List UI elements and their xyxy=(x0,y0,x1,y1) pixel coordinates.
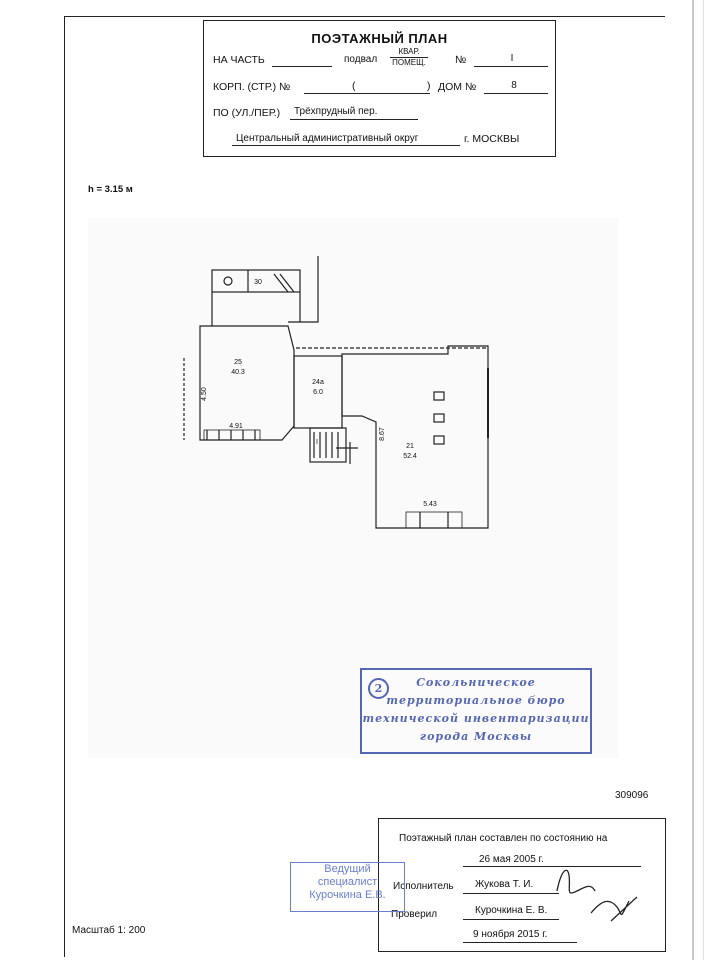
stamp-line: территориальное бюро xyxy=(386,694,566,707)
kvar-bottom: ПОМЕЩ. xyxy=(392,58,426,67)
state-date: 26 мая 2005 г. xyxy=(479,854,544,865)
underline xyxy=(463,942,577,943)
signature xyxy=(551,861,641,931)
stamp-line: Сокольническое xyxy=(416,676,536,689)
underline xyxy=(474,66,548,67)
toilet-icon xyxy=(224,277,232,285)
kvar-stack xyxy=(390,47,428,68)
specialist-stamp-line: специалист xyxy=(317,876,378,888)
checked-name: Курочкина Е. В. xyxy=(475,905,548,916)
header-box xyxy=(203,20,556,157)
part-value: подвал xyxy=(344,54,378,65)
dim-room21-height: 8.67 xyxy=(379,427,386,441)
underline xyxy=(484,93,548,94)
page-edge xyxy=(692,0,694,960)
room-21-id: 21 xyxy=(406,443,414,450)
height-note: h = 3.15 м xyxy=(88,184,133,195)
room-25-area: 40.3 xyxy=(231,369,245,376)
stamp-line: города Москвы xyxy=(419,730,533,743)
room-21-area: 52.4 xyxy=(403,453,417,460)
executor-label: Исполнитель xyxy=(393,881,454,892)
document-number: 309096 xyxy=(615,790,649,801)
scale-note: Масштаб 1: 200 xyxy=(72,925,146,936)
room-24a-id: 24а xyxy=(312,379,324,386)
plan-title: ПОЭТАЖНЫЙ ПЛАН xyxy=(311,31,448,46)
specialist-stamp-line: Курочкина Е.В. xyxy=(309,889,386,901)
underline xyxy=(290,119,418,120)
room-30-id: 30 xyxy=(254,279,262,286)
stamp-circle: 2 xyxy=(368,678,389,699)
stair-mark: I xyxy=(316,439,318,446)
dim-room25-height: 4.50 xyxy=(201,387,208,401)
number-sign: № xyxy=(455,54,467,66)
dim-room21-width: 5.43 xyxy=(423,501,437,508)
specialist-stamp xyxy=(290,862,405,912)
bti-stamp xyxy=(360,668,592,754)
number-value: I xyxy=(510,53,514,64)
checked-date: 9 ноября 2015 г. xyxy=(473,929,548,940)
underline xyxy=(463,893,559,894)
room-21-outline xyxy=(342,346,488,528)
underline xyxy=(272,66,332,67)
state-line: Поэтажный план составлен по состоянию на xyxy=(399,833,608,844)
street-value: Трёхпрудный пер. xyxy=(294,106,378,117)
signature-block xyxy=(378,818,666,952)
city: г. МОСКВЫ xyxy=(464,133,520,145)
house-value: 8 xyxy=(511,80,517,91)
room-24a-area: 6.0 xyxy=(313,389,323,396)
specialist-stamp-line: Ведущий xyxy=(324,863,371,875)
underline xyxy=(463,919,559,920)
kvar-top: КВАР. xyxy=(390,47,428,58)
page-edge xyxy=(703,0,704,960)
stamp-line: технической инвентаризации xyxy=(362,712,590,725)
korp-paren-open: ( xyxy=(352,80,356,92)
executor-name: Жукова Т. И. xyxy=(475,879,534,890)
street-label: ПО (УЛ./ПЕР.) xyxy=(213,107,281,119)
checked-label: Проверил xyxy=(391,909,438,920)
underline xyxy=(304,93,430,94)
korp-paren-close: ) xyxy=(427,80,431,92)
room-25-id: 25 xyxy=(234,359,242,366)
district: Центральный административный округ xyxy=(236,133,419,144)
part-label: НА ЧАСТЬ xyxy=(213,54,265,66)
korp-label: КОРП. (СТР.) № xyxy=(213,81,291,93)
underline xyxy=(232,145,460,146)
dim-room25-width: 4.91 xyxy=(229,423,243,430)
house-label: ДОМ № xyxy=(438,81,477,93)
